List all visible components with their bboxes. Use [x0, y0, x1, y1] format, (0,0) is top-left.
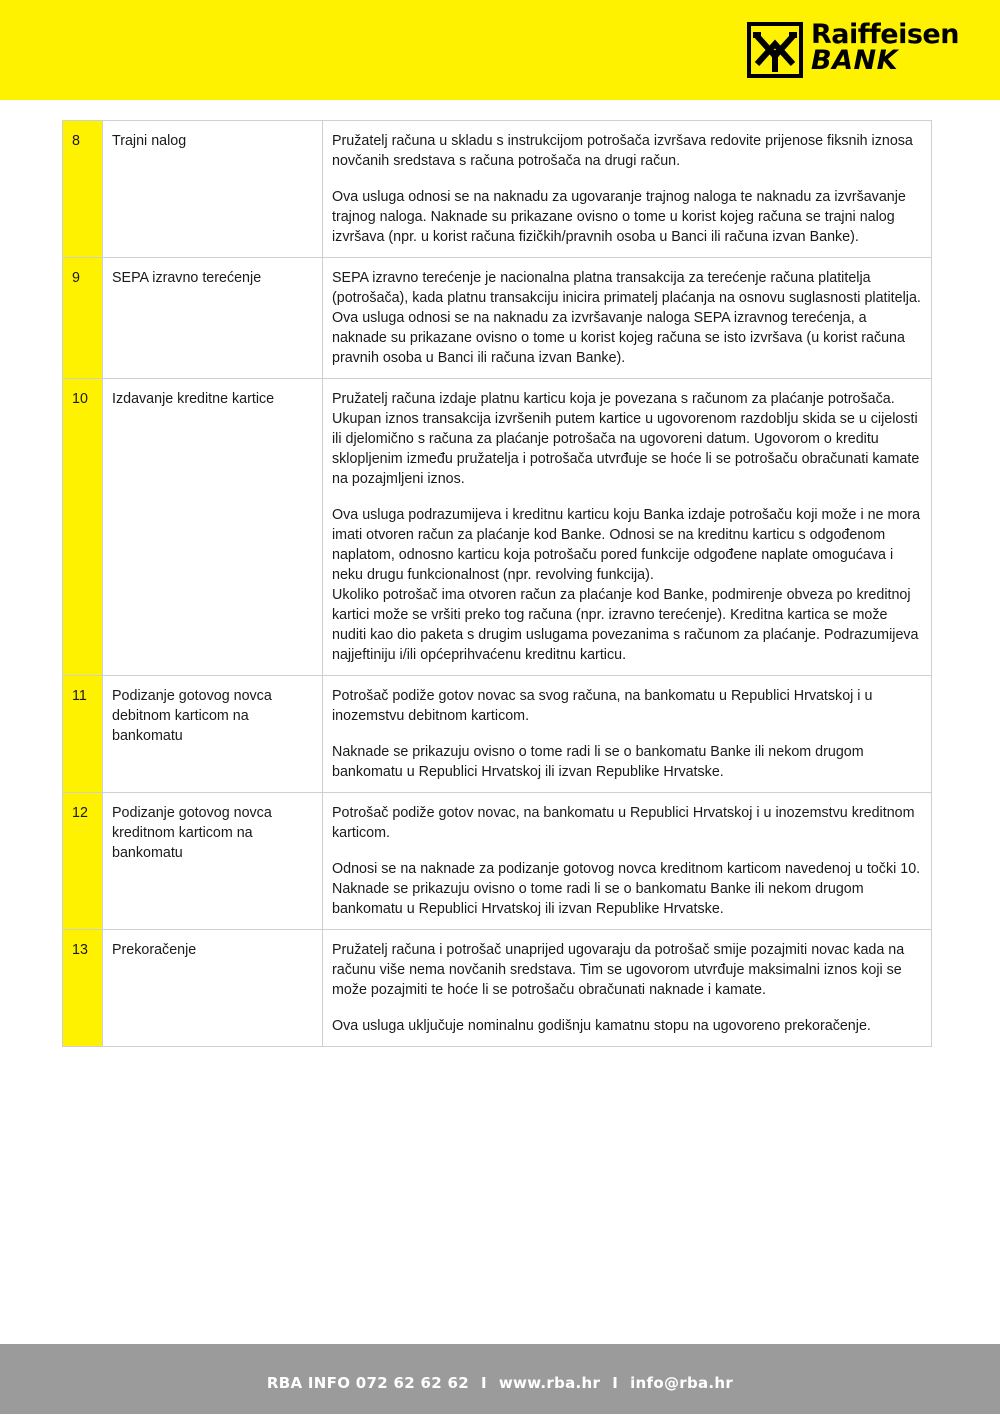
- footer-separator: I: [480, 1374, 487, 1392]
- service-name: SEPA izravno terećenje: [103, 258, 323, 379]
- service-description: [323, 379, 932, 676]
- service-name: Podizanje gotovog novca debitnom karticom na bankomatu: [103, 676, 323, 793]
- service-name: Podizanje gotovog novca kreditnom karticom na bankomatu: [103, 793, 323, 930]
- service-name: Izdavanje kreditne kartice: [103, 379, 323, 676]
- page-footer: [0, 1344, 1000, 1414]
- description-paragraph: Pružatelj računa u skladu s instrukcijom potrošača izvršava redovite prijenose fiksnih iznosa novčanih sredstava s računa potrošača na drugi račun.: [332, 133, 913, 169]
- description-paragraph: Ova usluga odnosi se na naknadu za ugovaranje trajnog naloga te naknadu za izvršavanje trajnog naloga. Naknade su prikazane ovisno o tome u korist kojeg računa se trajni nalog izvršava (npr. u korist računa fizičkih/pravnih osoba u Banci ili računa izvan Banke).: [332, 189, 906, 245]
- description-paragraph: Naknade se prikazuju ovisno o tome radi li se o bankomatu Banke ili nekom drugom bankomatu u Republici Hrvatskoj ili izvan Republike Hrvatske.: [332, 744, 864, 780]
- description-paragraph: Odnosi se na naknade za podizanje gotovog novca kreditnom karticom navedenoj u točki 10. Naknade se prikazuju ovisno o tome radi li se o bankomatu Banke ili nekom drugom bankomatu u Republici Hrvatskoj ili izvan Republike Hrvatske.: [332, 861, 921, 917]
- description-paragraph: Ukoliko potrošač ima otvoren račun za plaćanje kod Banke, podmirenje obveza po kreditnoj kartici može se vršiti preko tog računa (npr. izravno terećenje). Kreditna kartica se može nuditi kao dio paketa s drugim uslugama povezanima s računom za plaćanje. Podrazumijeva najjeftiniju i/ili općeprihvaćenu kreditnu karticu.: [332, 587, 919, 663]
- description-paragraph: Pružatelj računa izdaje platnu karticu koja je povezana s računom za plaćanje potrošača. Ukupan iznos transakcija izvršenih putem kartice u ugovorenom razdoblju skida se u cijelosti ili djelomično s računa za plaćanje potrošača na ugovoreni datum. Ugovorom o kreditu sklopljenim između pružatelja i potrošača utvrđuje se hoće li se potrošaču obračunati kamate na pozajmljeni iznos.: [332, 391, 920, 487]
- service-description: [323, 121, 932, 258]
- service-description: [323, 676, 932, 793]
- row-number: 10: [63, 379, 103, 676]
- row-number: 13: [63, 930, 103, 1047]
- logo-wordmark: [811, 19, 959, 76]
- row-number: 11: [63, 676, 103, 793]
- description-paragraph: Potrošač podiže gotov novac, na bankomatu u Republici Hrvatskoj i u inozemstvu kreditnom karticom.: [332, 805, 915, 841]
- footer-email[interactable]: info@rba.hr: [630, 1374, 734, 1392]
- footer-info-phone: RBA INFO 072 62 62 62: [266, 1374, 469, 1392]
- row-number: 8: [63, 121, 103, 258]
- table-row: [63, 121, 932, 258]
- raiffeisen-gable-icon: [747, 22, 803, 78]
- description-paragraph: SEPA izravno terećenje je nacionalna platna transakcija za terećenje računa platitelja (potrošača), kada platnu transakciju inicira primatelj plaćanja na osnovu suglasnosti platitelja.: [332, 270, 921, 306]
- service-name: Trajni nalog: [103, 121, 323, 258]
- description-paragraph: Ova usluga odnosi se na naknadu za izvršavanje naloga SEPA izravnog terećenja, a naknade su prikazane ovisno o tome u korist kojeg računa se isto izvršava (u korist računa pravnih osoba u Banci ili računa izvan Banke).: [332, 310, 905, 366]
- service-description: [323, 930, 932, 1047]
- table-row: [63, 258, 932, 379]
- table-row: [63, 379, 932, 676]
- row-number: 9: [63, 258, 103, 379]
- table-row: [63, 793, 932, 930]
- table-row: [63, 676, 932, 793]
- page-header: [0, 0, 1000, 100]
- logo-line-raiffeisen: Raiffeisen: [811, 19, 959, 50]
- description-paragraph: Ova usluga uključuje nominalnu godišnju kamatnu stopu na ugovoreno prekoračenje.: [332, 1018, 871, 1034]
- logo-line-bank: BANK: [811, 45, 898, 76]
- service-description: [323, 258, 932, 379]
- row-number: 12: [63, 793, 103, 930]
- description-paragraph: Ova usluga podrazumijeva i kreditnu karticu koju Banka izdaje potrošaču koji može i ne mora imati otvoren račun za plaćanje kod Banke. Odnosi se na kreditnu karticu s odgođenom naplatom, odnosno karticu koja potrošaču pored funkcije odgođene naplate omogućava i neku drugu funkcionalnost (npr. revolving funkcija).: [332, 507, 921, 583]
- raiffeisen-logo: [747, 19, 977, 80]
- service-description: [323, 793, 932, 930]
- fees-definitions-table: [62, 120, 932, 1047]
- description-paragraph: Pružatelj računa i potrošač unaprijed ugovaraju da potrošač smije pozajmiti novac kada na računu više nema novčanih sredstava. Tim se ugovorom utvrđuje maksimalni iznos koji se može pozajmiti te hoće li se potrošaču obračunati naknade i kamate.: [332, 942, 905, 998]
- description-paragraph: Potrošač podiže gotov novac sa svog računa, na bankomatu u Republici Hrvatskoj i u inozemstvu debitnom karticom.: [332, 688, 873, 724]
- footer-separator: I: [612, 1374, 619, 1392]
- footer-website[interactable]: www.rba.hr: [498, 1374, 601, 1392]
- table-row: [63, 930, 932, 1047]
- service-name: Prekoračenje: [103, 930, 323, 1047]
- table-body: [63, 121, 932, 1047]
